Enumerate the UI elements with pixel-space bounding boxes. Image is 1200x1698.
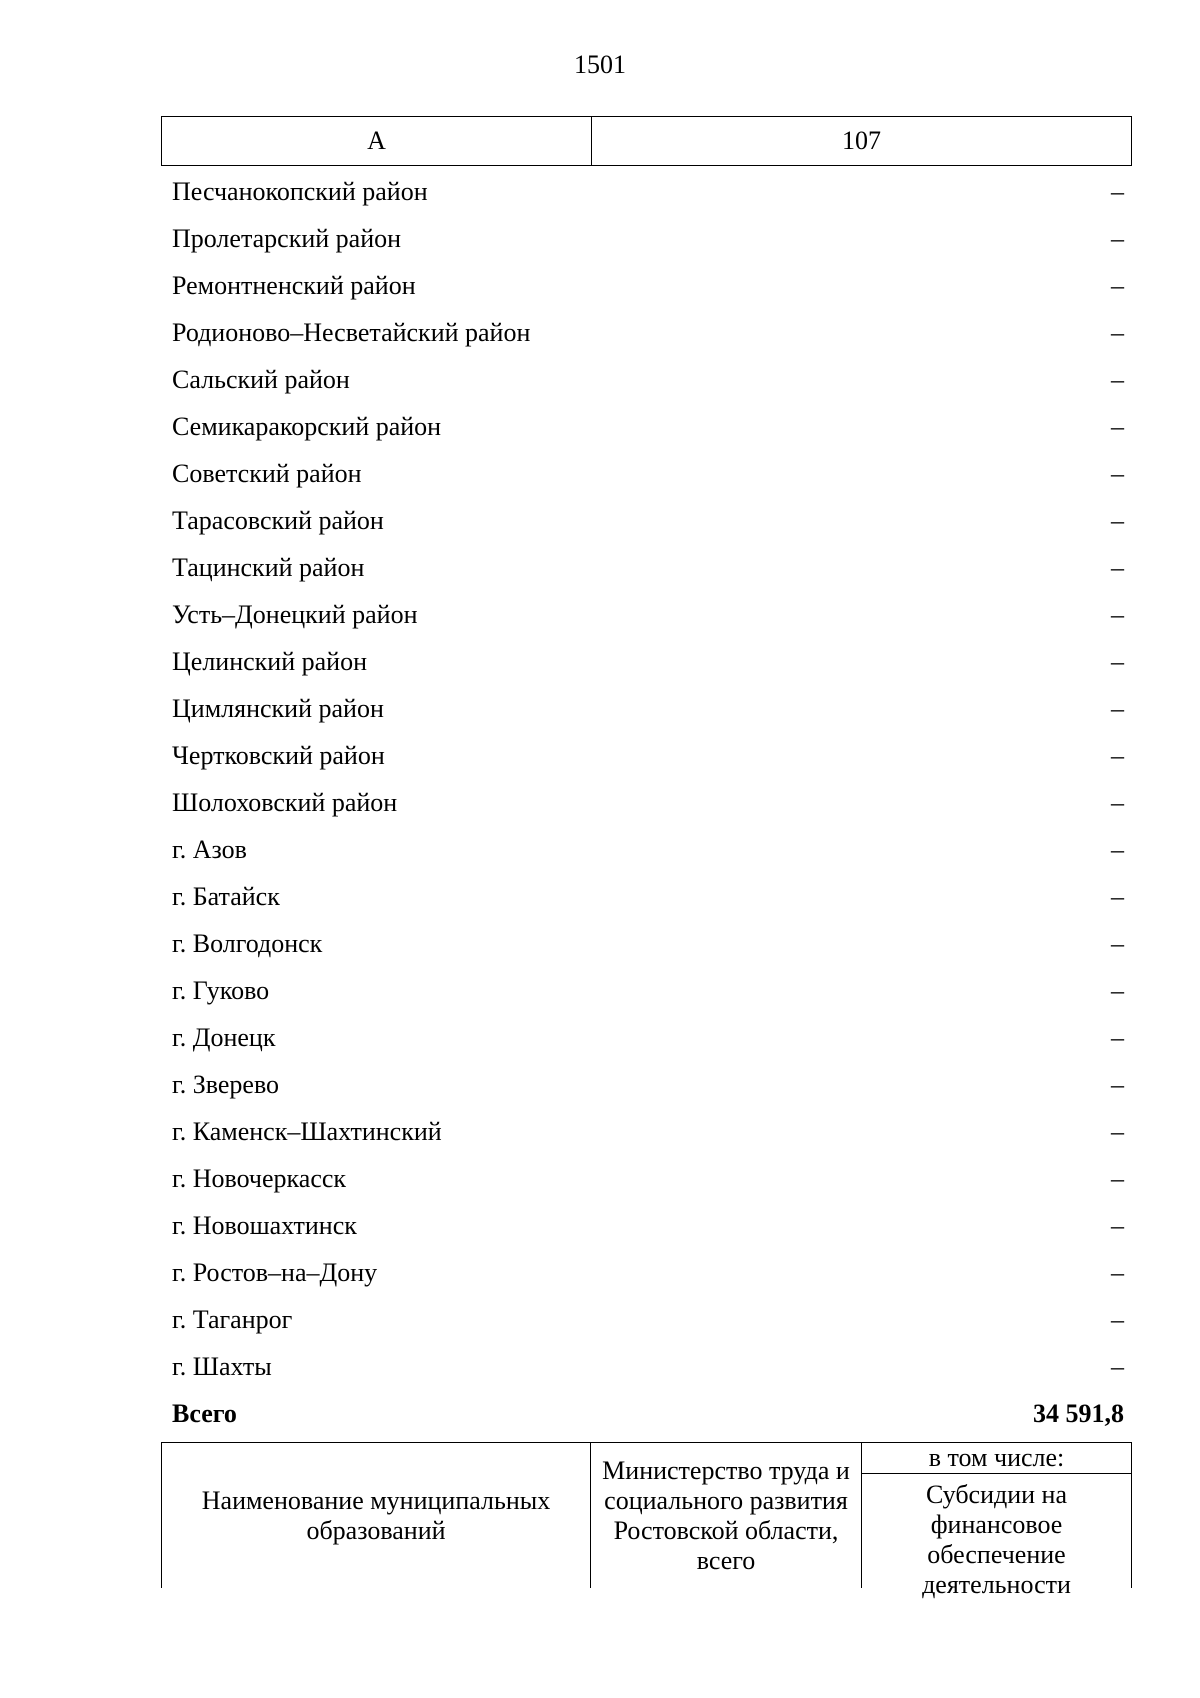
municipality-name: Тацинский район — [172, 552, 365, 582]
municipality-value: – — [1111, 317, 1124, 347]
table-row — [172, 262, 1124, 309]
table-row — [172, 309, 1124, 356]
municipality-name: г. Батайск — [172, 881, 280, 911]
table-row — [172, 1249, 1124, 1296]
municipality-name: г. Новочеркасск — [172, 1163, 347, 1193]
municipality-value: – — [1111, 693, 1124, 723]
municipality-value: – — [1111, 975, 1124, 1005]
table-row — [172, 215, 1124, 262]
municipality-name: Целинский район — [172, 646, 367, 676]
total-row — [172, 1390, 1124, 1437]
municipality-value: – — [1111, 740, 1124, 770]
subsidies-header: Субсидии на финансовое обеспечение деятельности — [922, 1480, 1071, 1599]
municipality-value: – — [1111, 458, 1124, 488]
municipality-value: – — [1111, 270, 1124, 300]
table-row — [172, 1155, 1124, 1202]
table-row — [172, 967, 1124, 1014]
table-row — [172, 403, 1124, 450]
table-row — [172, 591, 1124, 638]
municipality-name: Чертковский район — [172, 740, 385, 770]
table-row — [172, 1108, 1124, 1155]
table-row — [172, 1296, 1124, 1343]
municipality-value: – — [1111, 1351, 1124, 1381]
municipality-name-header: Наименование муниципальных образований — [162, 1443, 591, 1588]
municipality-name: Семикаракорский район — [172, 411, 442, 441]
table-row — [172, 497, 1124, 544]
municipality-value: – — [1111, 928, 1124, 958]
table-row — [172, 1061, 1124, 1108]
table-row — [172, 873, 1124, 920]
municipality-value: – — [1111, 1257, 1124, 1287]
table-row — [172, 685, 1124, 732]
municipality-name: г. Донецк — [172, 1022, 276, 1052]
municipality-name: Шолоховский район — [172, 787, 398, 817]
table-row — [172, 920, 1124, 967]
municipality-value: – — [1111, 411, 1124, 441]
municipality-name: Родионово–Несветайский район — [172, 317, 531, 347]
municipality-value: – — [1111, 1163, 1124, 1193]
municipality-value: – — [1111, 881, 1124, 911]
municipality-name: Пролетарский район — [172, 223, 402, 253]
municipality-name: г. Новошахтинск — [172, 1210, 357, 1240]
table-row — [172, 1343, 1124, 1390]
municipality-name: Тарасовский район — [172, 505, 384, 535]
municipality-value: – — [1111, 176, 1124, 206]
including-group-header — [862, 1443, 1131, 1599]
municipality-value: – — [1111, 1022, 1124, 1052]
municipality-name: г. Волгодонск — [172, 928, 323, 958]
table-row — [172, 1014, 1124, 1061]
municipality-value: – — [1111, 599, 1124, 629]
municipality-name: Усть–Донецкий район — [172, 599, 418, 629]
column-header-107: 107 — [842, 126, 881, 155]
municipality-value: – — [1111, 1210, 1124, 1240]
municipality-name: г. Ростов–на–Дону — [172, 1257, 378, 1287]
table-row — [172, 826, 1124, 873]
municipality-value: – — [1111, 1304, 1124, 1334]
municipality-name: Советский район — [172, 458, 362, 488]
page-number: 1501 — [574, 50, 626, 79]
municipality-name: г. Шахты — [172, 1351, 272, 1381]
total-value: 34 591,8 — [1033, 1398, 1124, 1428]
table-row — [172, 450, 1124, 497]
column-header-table — [161, 116, 1132, 166]
table-row — [172, 779, 1124, 826]
municipality-name: г. Каменск–Шахтинский — [172, 1116, 442, 1146]
total-label: Всего — [172, 1398, 237, 1428]
table-row — [172, 1202, 1124, 1249]
municipality-name: г. Азов — [172, 834, 247, 864]
municipality-name: Ремонтненский район — [172, 270, 416, 300]
table-row — [172, 356, 1124, 403]
including-header: в том числе: — [862, 1443, 1131, 1474]
municipality-name: г. Таганрог — [172, 1304, 293, 1334]
municipality-value: – — [1111, 223, 1124, 253]
municipality-name: Сальский район — [172, 364, 350, 394]
municipality-value: – — [1111, 505, 1124, 535]
column-header-a: А — [162, 117, 592, 165]
municipality-value: – — [1111, 834, 1124, 864]
municipality-name: Песчанокопский район — [172, 176, 428, 206]
municipality-value: – — [1111, 552, 1124, 582]
table-row — [172, 732, 1124, 779]
table-row — [172, 638, 1124, 685]
municipality-value: – — [1111, 1069, 1124, 1099]
table-row — [172, 168, 1124, 215]
municipality-value: – — [1111, 787, 1124, 817]
municipality-value: – — [1111, 1116, 1124, 1146]
municipality-value: – — [1111, 364, 1124, 394]
next-table-header — [161, 1442, 1132, 1599]
ministry-total-header: Министерство труда и социального развития Ростовской области, всего — [591, 1443, 862, 1588]
municipality-name: г. Гуково — [172, 975, 270, 1005]
municipality-value: – — [1111, 646, 1124, 676]
table-row — [172, 544, 1124, 591]
municipality-name: г. Зверево — [172, 1069, 280, 1099]
municipality-name: Цимлянский район — [172, 693, 384, 723]
municipality-list — [172, 168, 1124, 1437]
